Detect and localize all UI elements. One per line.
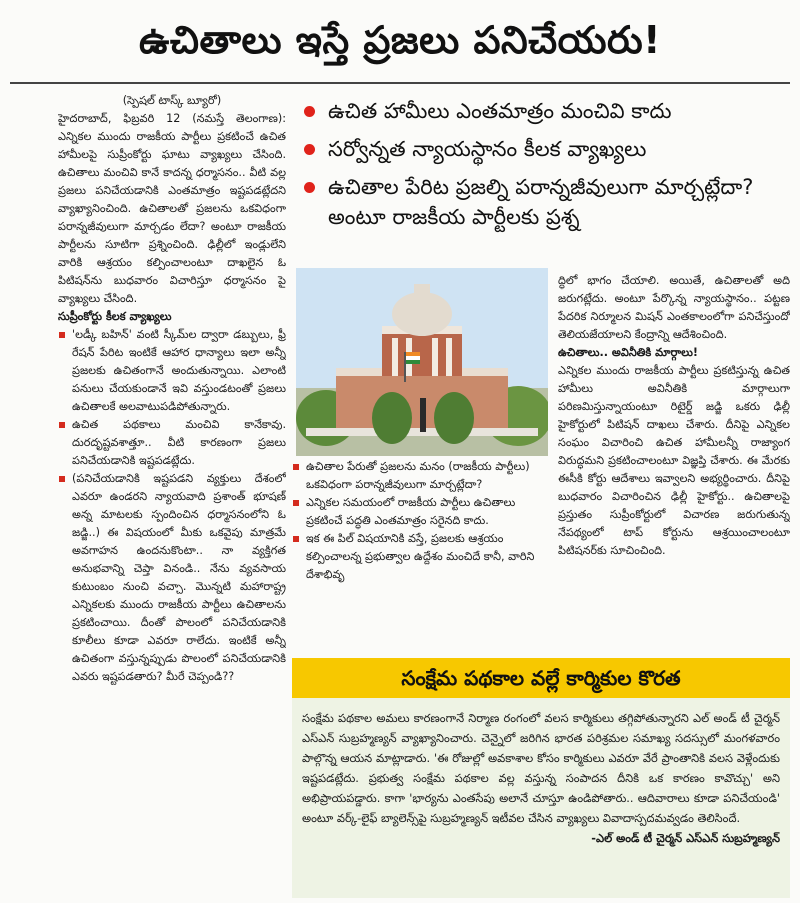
bullet-dot-icon [304,182,315,193]
article-subhead: సుప్రీంకోర్టు కీలక వ్యాఖ్యలు [58,310,172,323]
article-lead: హైదరాబాద్, ఫిబ్రవరి 12 (నమస్తే తెలంగాణ): ఎన్నికల ముందు రాజకీయ పార్టీలు ప్రకటించే ఉచిత హామీలపై సుప్రీంకోర్టు ఘాటు వ్యాఖ్యలు చేసింది. ఉచితాలు మంచివి కానే కాదన్న ధర్మాసనం.. వీటి వల్ల ప్రజలు పనిచేయడానికి ఎంతమాత్రం ఇష్టపడట్లేదని వ్యాఖ్యానించింది. ఉచితాలతో ప్రజలను ఒకవిధంగా పరాన్నజీవులుగా మార్చడం లేదా? అంటూ రాజకీయ పార్టీలను సూటిగా ప్రశ్నించింది. ఢిల్లీలో ఇండ్లులేని వారికి ఆశ్రయం కల్పించాలంటూ దాఖలైన ఓ పిటిషన్‌ను బుధవారం విచారిస్తూ ధర్మాసనం పై వ్యాఖ్యలు చేసింది. [58,112,286,305]
court-remarks-list [58,326,286,686]
sidebar-credit: -ఎల్ అండ్ టీ చైర్మన్ ఎస్‌ఎన్ సుబ్రహ్మణ్యన్ [591,831,780,845]
right-subhead: ఉచితాలు.. అవినీతికి మార్గాలు! [558,346,698,359]
headline: ఉచితాలు ఇస్తే ప్రజలు పనిచేయరు! [139,18,661,62]
sidebar-body: సంక్షేమ పథకాల అమలు కారణంగానే నిర్మాణ రంగంలో వలస కార్మికులు తగ్గిపోతున్నారని ఎల్ అండ్ టీ చైర్మన్ ఎస్‌ఎన్ సుబ్రహ్మణ్యన్ వ్యాఖ్యానించారు. చెన్నైలో జరిగిన భారత పరిశ్రమల సమాఖ్య సదస్సులో మంగళవారం పాల్గొన్న ఆయన మాట్లాడారు. 'ఈ రోజుల్లో అవకాశాల కోసం కార్మికులు ఎవరూ వేరే ప్రాంతానికి వలస వెళ్లేందుకు ఇష్టపడట్లేదు. ప్రభుత్వ సంక్షేమ పథకాల వల్ల వస్తున్న సంపాదన దీనికి ఒక కారణం కావొచ్చు' అని అభిప్రాయపడ్డారు. కాగా 'భార్యను ఎంతసేపు అలానే చూస్తూ ఉండిపోతారు.. ఆదివారాలు కూడా పనిచేయండి' అంటూ వర్క్-లైఫ్ బ్యాలెన్స్‌పై సుబ్రహ్మణ్యన్ ఇటీవల చేసిన వ్యాఖ్యలు వివాదాస్పదమవ్వడం తెలిసిందే. [302,711,780,825]
list-item: ఉచితాల పేరుతో ప్రజలను మనం (రాజకీయ పార్టీలు) ఒకవిధంగా పరాన్నజీవులుగా మార్చట్లేదా? [292,458,554,494]
highlight-item [300,96,790,126]
list-item: 'లడ్కీ బహిన్' వంటి స్కీమ్‌ల ద్వారా డబ్బులు, ఫ్రీ రేషన్ పేరిట ఇంటికే ఆహార ధాన్యాలు ఇలా అన్నీ ప్రజలకు ఉచితంగానే అందుతున్నాయి. ఎలాంటి పనులు చేయకుండానే ఇవి వస్తుండటంతో ప్రజలు ఉచితాలకే అలవాటుపడిపోతున్నారు. [58,326,286,416]
byline: (స్పెషల్ టాస్క్ బ్యూరో) [122,94,222,107]
right-body: ఎన్నికల ముందు రాజకీయ పార్టీలు ప్రకటిస్తున్న ఉచిత హామీలు అవినీతికి మార్గాలుగా పరిణమిస్తున్నాయంటూ రిటైర్డ్ జడ్జి ఒకరు ఢిల్లీ హైకోర్టులో పిటిషన్ దాఖలు చేశారు. దీనిపై ఎన్నికల సంఘం విచారించి ఉచిత హామీలన్నీ రాజ్యాంగ విరుద్ధమని ప్రకటించాలంటూ విజ్ఞప్తి చేశారు. ఈ మేరకు ఈసీకి కోర్టు ఆదేశాలు ఇవ్వాలని అభ్యర్థించారు. దీనిపై బుధవారం విచారించిన ఢిల్లీ హైకోర్టు.. ఉచితాలపై ప్రస్తుతం సుప్రీంకోర్టులో విచారణ జరుగుతున్న నేపథ్యంలో టాప్ కోర్టును ఆశ్రయించాలంటూ పిటిషనర్‌కు సూచించింది. [558,364,790,557]
article-continuation: ద్ధిలో భాగం చేయాలి. అయితే, ఉచితాలతో అది జరుగట్లేదు. అంటూ పేర్కొన్న న్యాయస్థానం.. పట్టణ పేదరిక నిర్మూలన మిషన్ ఎంతకాలంలోగా పనిచేస్తుందో తెలియజేయాలని కేంద్రాన్ని ఆదేశించింది. [558,274,790,341]
article-column-left [58,92,286,898]
list-item: ఇక ఈ పిల్ విషయానికి వస్తే, ప్రజలకు ఆశ్రయం కల్పించాలన్న ప్రభుత్వాల ఉద్దేశం మంచిదే కానీ, వారిని దేశాభివృ [292,530,554,584]
list-item: ఉచిత పథకాలు మంచివి కానేకావు. దురదృష్టవశాత్తూ.. వీటి కారణంగా ప్రజలు పనిచేయడానికి ఇష్టపడట్లేదు. [58,416,286,470]
supreme-court-photo [296,268,548,456]
sidebar-box [292,658,790,898]
highlight-bullets [300,96,790,266]
photo-remarks-list [292,458,554,584]
list-item: (పనిచేయడానికి ఇష్టపడని వ్యక్తులు దేశంలో ఎవరూ ఉండరని న్యాయవాది ప్రశాంత్ భూషణ్ అన్న మాటలకు స్పందించిన ధర్మాసనంలోని ఓ జడ్జి..) ఈ విషయంలో మీకు ఒకవైపు మాత్రమే అవగాహన ఉందనుకొంటా.. నా వ్యక్తిగత అనుభవాన్ని చెప్తా వినండి.. నేను వ్యవసాయ కుటుంబం నుంచి వచ్చా. మొన్నటి మహారాష్ట్ర ఎన్నికలకు ముందు రాజకీయ పార్టీలు ఉచితాలను ప్రకటించాయి. దీంతో పొలంలో పనిచేయడానికి కూలీలు కూడా ఎవరూ రాలేదు. ఇంటికే అన్నీ ఉచితంగా వస్తున్నప్పుడు పొలంలో పనిచేయడానికి ఎవరు ఇష్టపడతారు? మీరే చెప్పండి?? [58,470,286,686]
highlight-text: ఉచిత హామీలు ఎంతమాత్రం మంచివి కాదు [328,99,672,123]
bullet-dot-icon [304,106,315,117]
article-column-middle [292,458,554,648]
bullet-dot-icon [304,144,315,155]
highlight-item [300,134,790,164]
list-item: ఎన్నికల సమయంలో రాజకీయ పార్టీలు ఉచితాలు ప్రకటించే పద్ధతి ఎంతమాత్రం సరైనది కాదు. [292,494,554,530]
highlight-text: సర్వోన్నత న్యాయస్థానం కీలక వ్యాఖ్యలు [328,137,647,161]
headline-rule [10,82,790,84]
sidebar-title: సంక్షేమ పథకాల వల్లే కార్మికుల కొరత [292,658,790,698]
highlight-text: ఉచితాల పేరిట ప్రజల్ని పరాన్నజీవులుగా మార్చట్లేదా? అంటూ రాజకీయ పార్టీలకు ప్రశ్న [328,175,754,229]
highlight-item [300,172,790,232]
sidebar-body-wrap [302,708,780,848]
article-column-right [558,272,790,652]
